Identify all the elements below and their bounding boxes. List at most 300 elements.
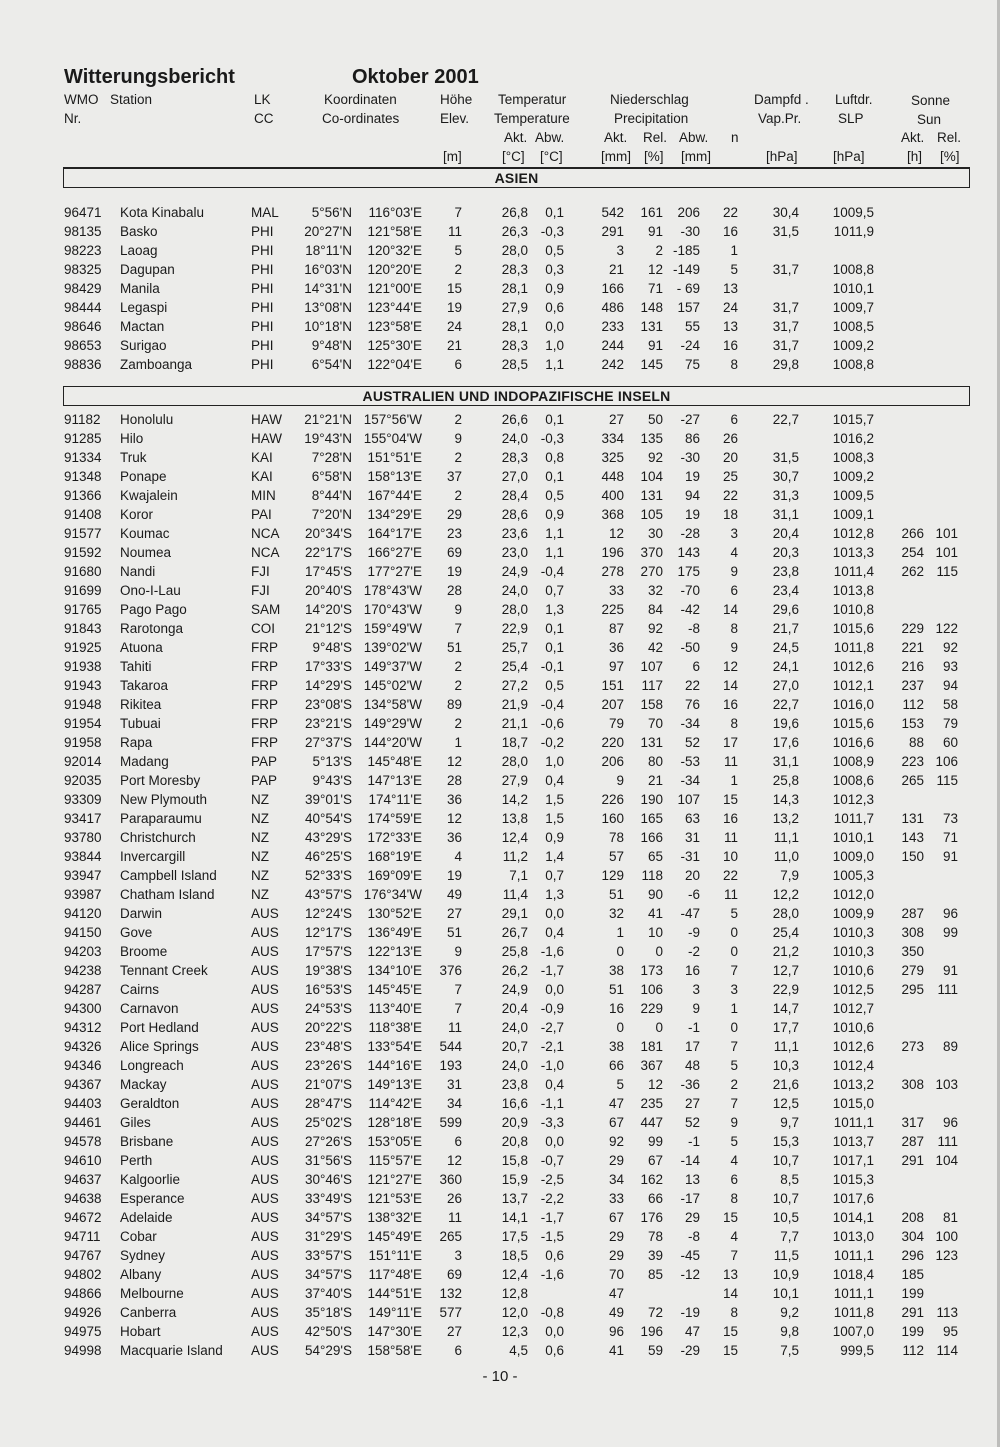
cell-country-code: PHI: [251, 281, 274, 296]
cell-latitude: 17°45'S: [304, 564, 352, 579]
cell-longitude: 114°42'E: [368, 1096, 422, 1111]
cell-sea-level-pressure: 1011,1: [833, 1286, 874, 1301]
cell-station-name: Pago Pago: [120, 602, 187, 617]
cell-temp-abw: 1,1: [545, 526, 564, 541]
cell-prec-days: 9: [730, 564, 738, 579]
cell-sun-rel: 104: [935, 1153, 958, 1168]
cell-prec-days: 4: [730, 1153, 738, 1168]
cell-longitude: 121°53'E: [367, 1191, 422, 1206]
cell-sea-level-pressure: 1008,8: [832, 357, 874, 372]
cell-sea-level-pressure: 1016,0: [832, 697, 874, 712]
cell-latitude: 14°29'S: [304, 678, 352, 693]
cell-sea-level-pressure: 1007,0: [832, 1324, 874, 1339]
cell-prec-abw: 48: [684, 1058, 700, 1073]
cell-temp-akt: 24,0: [501, 583, 528, 598]
cell-temp-abw: -0,7: [540, 1153, 564, 1168]
cell-sun-rel: 96: [942, 1115, 958, 1130]
cell-latitude: 7°28'N: [311, 450, 352, 465]
cell-longitude: 145°49'E: [367, 1229, 422, 1244]
cell-latitude: 52°33'S: [304, 868, 352, 883]
cell-prec-abw: 20: [684, 868, 700, 883]
section-australien-title: AUSTRALIEN UND INDOPAZIFISCHE INSELN: [63, 386, 970, 406]
cell-station-name: Honolulu: [120, 412, 174, 427]
cell-longitude: 122°13'E: [367, 944, 422, 959]
hdr-cc: CC: [254, 111, 274, 126]
cell-prec-abw: -34: [680, 716, 700, 731]
cell-prec-akt: 41: [608, 1343, 624, 1358]
cell-elevation: 23: [446, 526, 462, 541]
cell-prec-akt: 29: [608, 1229, 624, 1244]
cell-country-code: PAP: [251, 754, 278, 769]
cell-longitude: 144°20'W: [363, 735, 422, 750]
cell-elevation: 69: [446, 1267, 462, 1282]
cell-sea-level-pressure: 1012,1: [832, 678, 874, 693]
cell-vapour-pressure: 17,6: [772, 735, 799, 750]
cell-vapour-pressure: 31,3: [772, 488, 799, 503]
cell-temp-akt: 25,8: [501, 944, 528, 959]
cell-prec-rel: 32: [647, 583, 663, 598]
table-row: [0, 771, 1000, 790]
cell-vapour-pressure: 25,8: [772, 773, 799, 788]
cell-station-name: Koumac: [120, 526, 170, 541]
cell-temp-akt: 24,0: [501, 431, 528, 446]
cell-wmo-nr: 93987: [64, 887, 102, 902]
cell-sea-level-pressure: 1015,6: [832, 621, 874, 636]
cell-latitude: 8°44'N: [311, 488, 352, 503]
hdr-prec-n: n: [731, 130, 739, 145]
cell-prec-days: 17: [722, 735, 738, 750]
cell-temp-abw: 0,6: [545, 300, 564, 315]
section-asien-rows: [0, 203, 1000, 374]
cell-sea-level-pressure: 1012,6: [832, 1039, 874, 1054]
cell-temp-abw: 1,1: [545, 357, 564, 372]
cell-country-code: AUS: [251, 1020, 279, 1035]
hdr-temperature: Temperature: [494, 111, 570, 126]
cell-prec-rel: 117: [641, 678, 663, 693]
table-row: [0, 410, 1000, 429]
cell-latitude: 5°56'N: [311, 205, 352, 220]
cell-prec-days: 5: [730, 906, 738, 921]
cell-temp-akt: 12,4: [501, 1267, 528, 1282]
cell-elevation: 6: [454, 1343, 462, 1358]
cell-temp-akt: 20,4: [501, 1001, 528, 1016]
cell-temp-akt: 17,5: [501, 1229, 528, 1244]
cell-elevation: 7: [454, 1001, 462, 1016]
cell-wmo-nr: 94711: [64, 1229, 101, 1244]
cell-sun-rel: 111: [937, 982, 958, 997]
cell-prec-akt: 448: [601, 469, 624, 484]
cell-country-code: PHI: [251, 300, 274, 315]
hdr-lk: LK: [254, 92, 271, 107]
cell-latitude: 13°08'N: [304, 300, 352, 315]
table-row: [0, 980, 1000, 999]
cell-prec-akt: 67: [608, 1115, 624, 1130]
cell-latitude: 19°43'N: [304, 431, 352, 446]
cell-wmo-nr: 91948: [64, 697, 102, 712]
cell-prec-abw: -50: [680, 640, 700, 655]
cell-prec-days: 13: [722, 281, 738, 296]
cell-wmo-nr: 91699: [64, 583, 102, 598]
cell-prec-days: 8: [730, 357, 738, 372]
cell-prec-akt: 233: [601, 319, 624, 334]
cell-vapour-pressure: 7,9: [780, 868, 799, 883]
cell-longitude: 159°49'W: [363, 621, 422, 636]
hdr-koordinaten: Koordinaten: [324, 92, 397, 107]
cell-country-code: NZ: [251, 811, 269, 826]
cell-prec-akt: 0: [616, 944, 624, 959]
cell-prec-abw: -19: [680, 1305, 700, 1320]
cell-station-name: Carnavon: [120, 1001, 179, 1016]
cell-station-name: Kalgoorlie: [120, 1172, 181, 1187]
cell-longitude: 172°33'E: [367, 830, 422, 845]
cell-prec-akt: 129: [601, 868, 624, 883]
cell-prec-rel: 370: [640, 545, 663, 560]
table-row: [0, 336, 1000, 355]
cell-longitude: 123°44'E: [367, 300, 422, 315]
cell-station-name: Broome: [120, 944, 168, 959]
table-row: [0, 1208, 1000, 1227]
cell-temp-akt: 26,3: [501, 224, 528, 239]
cell-temp-abw: 1,5: [545, 792, 564, 807]
cell-sun-rel: 122: [935, 621, 958, 636]
cell-prec-akt: 0: [616, 1020, 624, 1035]
cell-prec-days: 5: [730, 262, 738, 277]
cell-longitude: 177°27'E: [367, 564, 422, 579]
table-row: [0, 1227, 1000, 1246]
section-asien-title: ASIEN: [63, 168, 970, 188]
cell-latitude: 19°38'S: [304, 963, 352, 978]
cell-station-name: Paraparaumu: [120, 811, 202, 826]
cell-wmo-nr: 92035: [64, 773, 102, 788]
cell-sea-level-pressure: 1011,7: [833, 811, 874, 826]
cell-prec-days: 11: [723, 830, 738, 845]
hdr-vap-unit: [hPa]: [766, 149, 798, 164]
cell-temp-akt: 18,7: [501, 735, 528, 750]
cell-temp-abw: -1,6: [540, 944, 564, 959]
cell-prec-akt: 49: [608, 1305, 624, 1320]
cell-prec-akt: 160: [601, 811, 624, 826]
cell-vapour-pressure: 10,7: [772, 1153, 799, 1168]
cell-temp-akt: 23,6: [501, 526, 528, 541]
cell-latitude: 20°34'S: [304, 526, 352, 541]
cell-longitude: 145°02'W: [363, 678, 422, 693]
cell-sun-rel: 95: [942, 1324, 958, 1339]
cell-sea-level-pressure: 1018,4: [832, 1267, 874, 1282]
cell-sun-rel: 101: [935, 545, 958, 560]
cell-elevation: 6: [454, 357, 462, 372]
cell-sun-akt: 317: [901, 1115, 924, 1130]
cell-prec-rel: 90: [647, 887, 663, 902]
cell-temp-abw: -1,0: [540, 1058, 564, 1073]
cell-longitude: 134°10'E: [367, 963, 422, 978]
hdr-elev: Elev.: [440, 111, 470, 126]
cell-sun-akt: 208: [901, 1210, 924, 1225]
cell-vapour-pressure: 31,7: [772, 338, 799, 353]
cell-elevation: 51: [446, 640, 462, 655]
cell-prec-akt: 9: [616, 773, 624, 788]
cell-temp-abw: 1,4: [545, 849, 564, 864]
cell-latitude: 16°03'N: [304, 262, 352, 277]
cell-prec-rel: 2: [655, 243, 663, 258]
cell-station-name: Takaroa: [120, 678, 169, 693]
cell-elevation: 577: [439, 1305, 462, 1320]
cell-station-name: Geraldton: [120, 1096, 180, 1111]
cell-vapour-pressure: 24,5: [772, 640, 799, 655]
cell-prec-days: 16: [722, 224, 738, 239]
cell-prec-abw: -17: [680, 1191, 700, 1206]
cell-temp-abw: 1,0: [545, 338, 564, 353]
cell-longitude: 176°34'W: [363, 887, 422, 902]
cell-wmo-nr: 94238: [64, 963, 102, 978]
table-row: [0, 486, 1000, 505]
cell-prec-days: 13: [722, 1267, 738, 1282]
cell-country-code: PHI: [251, 319, 274, 334]
cell-prec-abw: -12: [680, 1267, 700, 1282]
cell-sun-akt: 223: [901, 754, 924, 769]
cell-temp-abw: 0,5: [545, 488, 564, 503]
cell-temp-abw: -0,4: [540, 564, 564, 579]
cell-longitude: 118°38'E: [368, 1020, 422, 1035]
cell-country-code: NZ: [251, 830, 269, 845]
cell-sun-akt: 185: [901, 1267, 924, 1282]
cell-sea-level-pressure: 1010,3: [832, 925, 874, 940]
cell-temp-abw: 0,9: [545, 507, 564, 522]
cell-prec-days: 1: [730, 773, 738, 788]
cell-wmo-nr: 93780: [64, 830, 102, 845]
cell-vapour-pressure: 25,4: [772, 925, 799, 940]
cell-prec-akt: 29: [608, 1153, 624, 1168]
cell-prec-akt: 36: [608, 640, 624, 655]
cell-temp-akt: 13,7: [501, 1191, 528, 1206]
cell-prec-rel: 131: [640, 319, 663, 334]
cell-prec-days: 4: [730, 545, 738, 560]
cell-prec-days: 24: [722, 300, 738, 315]
cell-vapour-pressure: 9,2: [780, 1305, 799, 1320]
cell-sun-akt: 265: [901, 773, 924, 788]
cell-prec-akt: 97: [608, 659, 624, 674]
cell-station-name: Invercargill: [120, 849, 186, 864]
table-row: [0, 600, 1000, 619]
cell-prec-abw: 76: [684, 697, 700, 712]
cell-country-code: FRP: [251, 678, 278, 693]
cell-elevation: 544: [439, 1039, 462, 1054]
cell-sun-rel: 73: [942, 811, 958, 826]
cell-prec-rel: 145: [640, 357, 663, 372]
cell-latitude: 14°31'N: [304, 281, 352, 296]
cell-station-name: Nandi: [120, 564, 156, 579]
cell-longitude: 178°43'W: [363, 583, 422, 598]
cell-wmo-nr: 91408: [64, 507, 102, 522]
cell-elevation: 2: [454, 262, 462, 277]
cell-temp-abw: 0,9: [545, 281, 564, 296]
cell-station-name: Laoag: [120, 243, 158, 258]
cell-vapour-pressure: 31,1: [772, 507, 799, 522]
cell-prec-akt: 1: [616, 925, 624, 940]
cell-temp-abw: -2,1: [540, 1039, 564, 1054]
hdr-prec-rel: Rel.: [643, 130, 668, 145]
cell-prec-abw: 157: [677, 300, 700, 315]
cell-prec-abw: - 69: [676, 281, 700, 296]
cell-temp-akt: 12,0: [501, 1305, 528, 1320]
cell-prec-rel: 80: [647, 754, 663, 769]
cell-longitude: 120°20'E: [367, 262, 422, 277]
cell-country-code: KAI: [251, 469, 273, 484]
cell-sun-rel: 114: [936, 1343, 958, 1358]
cell-longitude: 147°30'E: [367, 1324, 422, 1339]
cell-prec-akt: 278: [601, 564, 624, 579]
cell-longitude: 164°17'E: [367, 526, 422, 541]
cell-station-name: Port Moresby: [120, 773, 201, 788]
cell-prec-akt: 225: [601, 602, 624, 617]
cell-country-code: NCA: [251, 545, 280, 560]
cell-latitude: 12°17'S: [304, 925, 352, 940]
cell-vapour-pressure: 30,7: [772, 469, 799, 484]
cell-elevation: 6: [454, 1134, 462, 1149]
cell-sea-level-pressure: 1012,8: [832, 526, 874, 541]
cell-sun-akt: 254: [901, 545, 924, 560]
cell-temp-akt: 4,5: [509, 1343, 528, 1358]
cell-wmo-nr: 94367: [64, 1077, 102, 1092]
cell-temp-abw: -0,3: [540, 431, 564, 446]
cell-prec-rel: 165: [640, 811, 663, 826]
cell-country-code: NZ: [251, 868, 269, 883]
cell-prec-abw: -2: [687, 944, 700, 959]
cell-vapour-pressure: 12,5: [772, 1096, 799, 1111]
cell-sun-rel: 101: [935, 526, 958, 541]
cell-prec-rel: 12: [647, 1077, 663, 1092]
cell-country-code: FRP: [251, 640, 278, 655]
table-row: [0, 714, 1000, 733]
cell-wmo-nr: 98646: [64, 319, 102, 334]
cell-wmo-nr: 91348: [64, 469, 102, 484]
cell-prec-akt: 29: [608, 1248, 624, 1263]
cell-country-code: AUS: [251, 982, 279, 997]
cell-sun-akt: 295: [901, 982, 924, 997]
cell-vapour-pressure: 9,7: [780, 1115, 799, 1130]
table-row: [0, 1037, 1000, 1056]
table-row: [0, 923, 1000, 942]
cell-temp-akt: 20,7: [501, 1039, 528, 1054]
cell-station-name: Madang: [120, 754, 169, 769]
cell-country-code: FRP: [251, 716, 278, 731]
cell-latitude: 43°29'S: [304, 830, 352, 845]
cell-elevation: 9: [454, 431, 462, 446]
cell-elevation: 28: [446, 773, 462, 788]
cell-prec-days: 15: [722, 1210, 738, 1225]
cell-elevation: 28: [446, 583, 462, 598]
cell-temp-abw: 0,1: [545, 205, 564, 220]
table-row: [0, 866, 1000, 885]
cell-prec-abw: 75: [684, 357, 700, 372]
cell-prec-rel: 84: [647, 602, 663, 617]
cell-country-code: AUS: [251, 1134, 279, 1149]
cell-sun-akt: 291: [901, 1305, 924, 1320]
hdr-precipitation: Precipitation: [614, 111, 689, 126]
cell-prec-abw: -9: [687, 925, 700, 940]
cell-vapour-pressure: 31,5: [772, 224, 799, 239]
cell-temp-abw: 0,0: [545, 982, 564, 997]
cell-wmo-nr: 93947: [64, 868, 102, 883]
cell-temp-abw: 0,7: [545, 583, 564, 598]
cell-prec-akt: 92: [608, 1134, 624, 1149]
cell-prec-rel: 104: [640, 469, 663, 484]
cell-sea-level-pressure: 1008,5: [832, 319, 874, 334]
cell-sun-akt: 199: [901, 1286, 924, 1301]
cell-wmo-nr: 96471: [64, 205, 102, 220]
table-row: [0, 429, 1000, 448]
cell-longitude: 158°13'E: [367, 469, 422, 484]
cell-latitude: 5°13'S: [312, 754, 352, 769]
cell-temp-abw: -0,3: [540, 224, 564, 239]
cell-prec-abw: -8: [687, 1229, 700, 1244]
cell-temp-abw: 0,1: [545, 469, 564, 484]
cell-wmo-nr: 94926: [64, 1305, 102, 1320]
cell-country-code: NCA: [251, 526, 280, 541]
cell-country-code: KAI: [251, 450, 273, 465]
cell-longitude: 158°58'E: [367, 1343, 422, 1358]
cell-prec-rel: 235: [640, 1096, 663, 1111]
cell-sun-rel: 58: [942, 697, 958, 712]
cell-prec-akt: 78: [608, 830, 624, 845]
cell-latitude: 22°17'S: [304, 545, 352, 560]
cell-prec-rel: 92: [647, 450, 663, 465]
cell-latitude: 20°27'N: [304, 224, 352, 239]
cell-elevation: 9: [454, 602, 462, 617]
cell-station-name: Mackay: [120, 1077, 167, 1092]
cell-prec-abw: -30: [680, 224, 700, 239]
cell-elevation: 4: [454, 849, 462, 864]
cell-prec-abw: -45: [680, 1248, 700, 1263]
cell-prec-rel: 447: [640, 1115, 663, 1130]
cell-latitude: 17°57'S: [304, 944, 352, 959]
table-row: [0, 752, 1000, 771]
hdr-sun-rel: Rel.: [937, 130, 962, 145]
cell-latitude: 21°07'S: [304, 1077, 352, 1092]
cell-prec-days: 7: [730, 1039, 738, 1054]
cell-elevation: 19: [446, 300, 462, 315]
cell-prec-abw: -1: [687, 1134, 700, 1149]
cell-temp-akt: 24,0: [501, 1020, 528, 1035]
cell-latitude: 23°21'S: [304, 716, 352, 731]
cell-temp-abw: -0,2: [540, 735, 564, 750]
cell-sun-akt: 308: [901, 925, 924, 940]
cell-latitude: 42°50'S: [304, 1324, 352, 1339]
cell-sun-akt: 131: [901, 811, 924, 826]
cell-sea-level-pressure: 1015,0: [832, 1096, 874, 1111]
cell-wmo-nr: 93417: [64, 811, 102, 826]
cell-prec-abw: 29: [684, 1210, 700, 1225]
cell-temp-akt: 22,9: [501, 621, 528, 636]
cell-longitude: 151°11'E: [368, 1248, 422, 1263]
cell-sun-rel: 123: [935, 1248, 958, 1263]
cell-temp-akt: 28,0: [501, 602, 528, 617]
cell-longitude: 174°59'E: [367, 811, 422, 826]
cell-prec-days: 5: [730, 1058, 738, 1073]
cell-wmo-nr: 91592: [64, 545, 102, 560]
cell-longitude: 151°51'E: [367, 450, 422, 465]
cell-sea-level-pressure: 1010,8: [832, 602, 874, 617]
cell-country-code: AUS: [251, 1058, 279, 1073]
cell-sea-level-pressure: 1015,6: [832, 716, 874, 731]
cell-longitude: 123°58'E: [367, 319, 422, 334]
cell-wmo-nr: 94287: [64, 982, 102, 997]
cell-country-code: MIN: [251, 488, 276, 503]
cell-latitude: 17°33'S: [304, 659, 352, 674]
cell-temp-abw: 0,0: [545, 1134, 564, 1149]
cell-sun-rel: 92: [942, 640, 958, 655]
cell-station-name: Manila: [120, 281, 160, 296]
cell-prec-rel: 131: [640, 735, 663, 750]
